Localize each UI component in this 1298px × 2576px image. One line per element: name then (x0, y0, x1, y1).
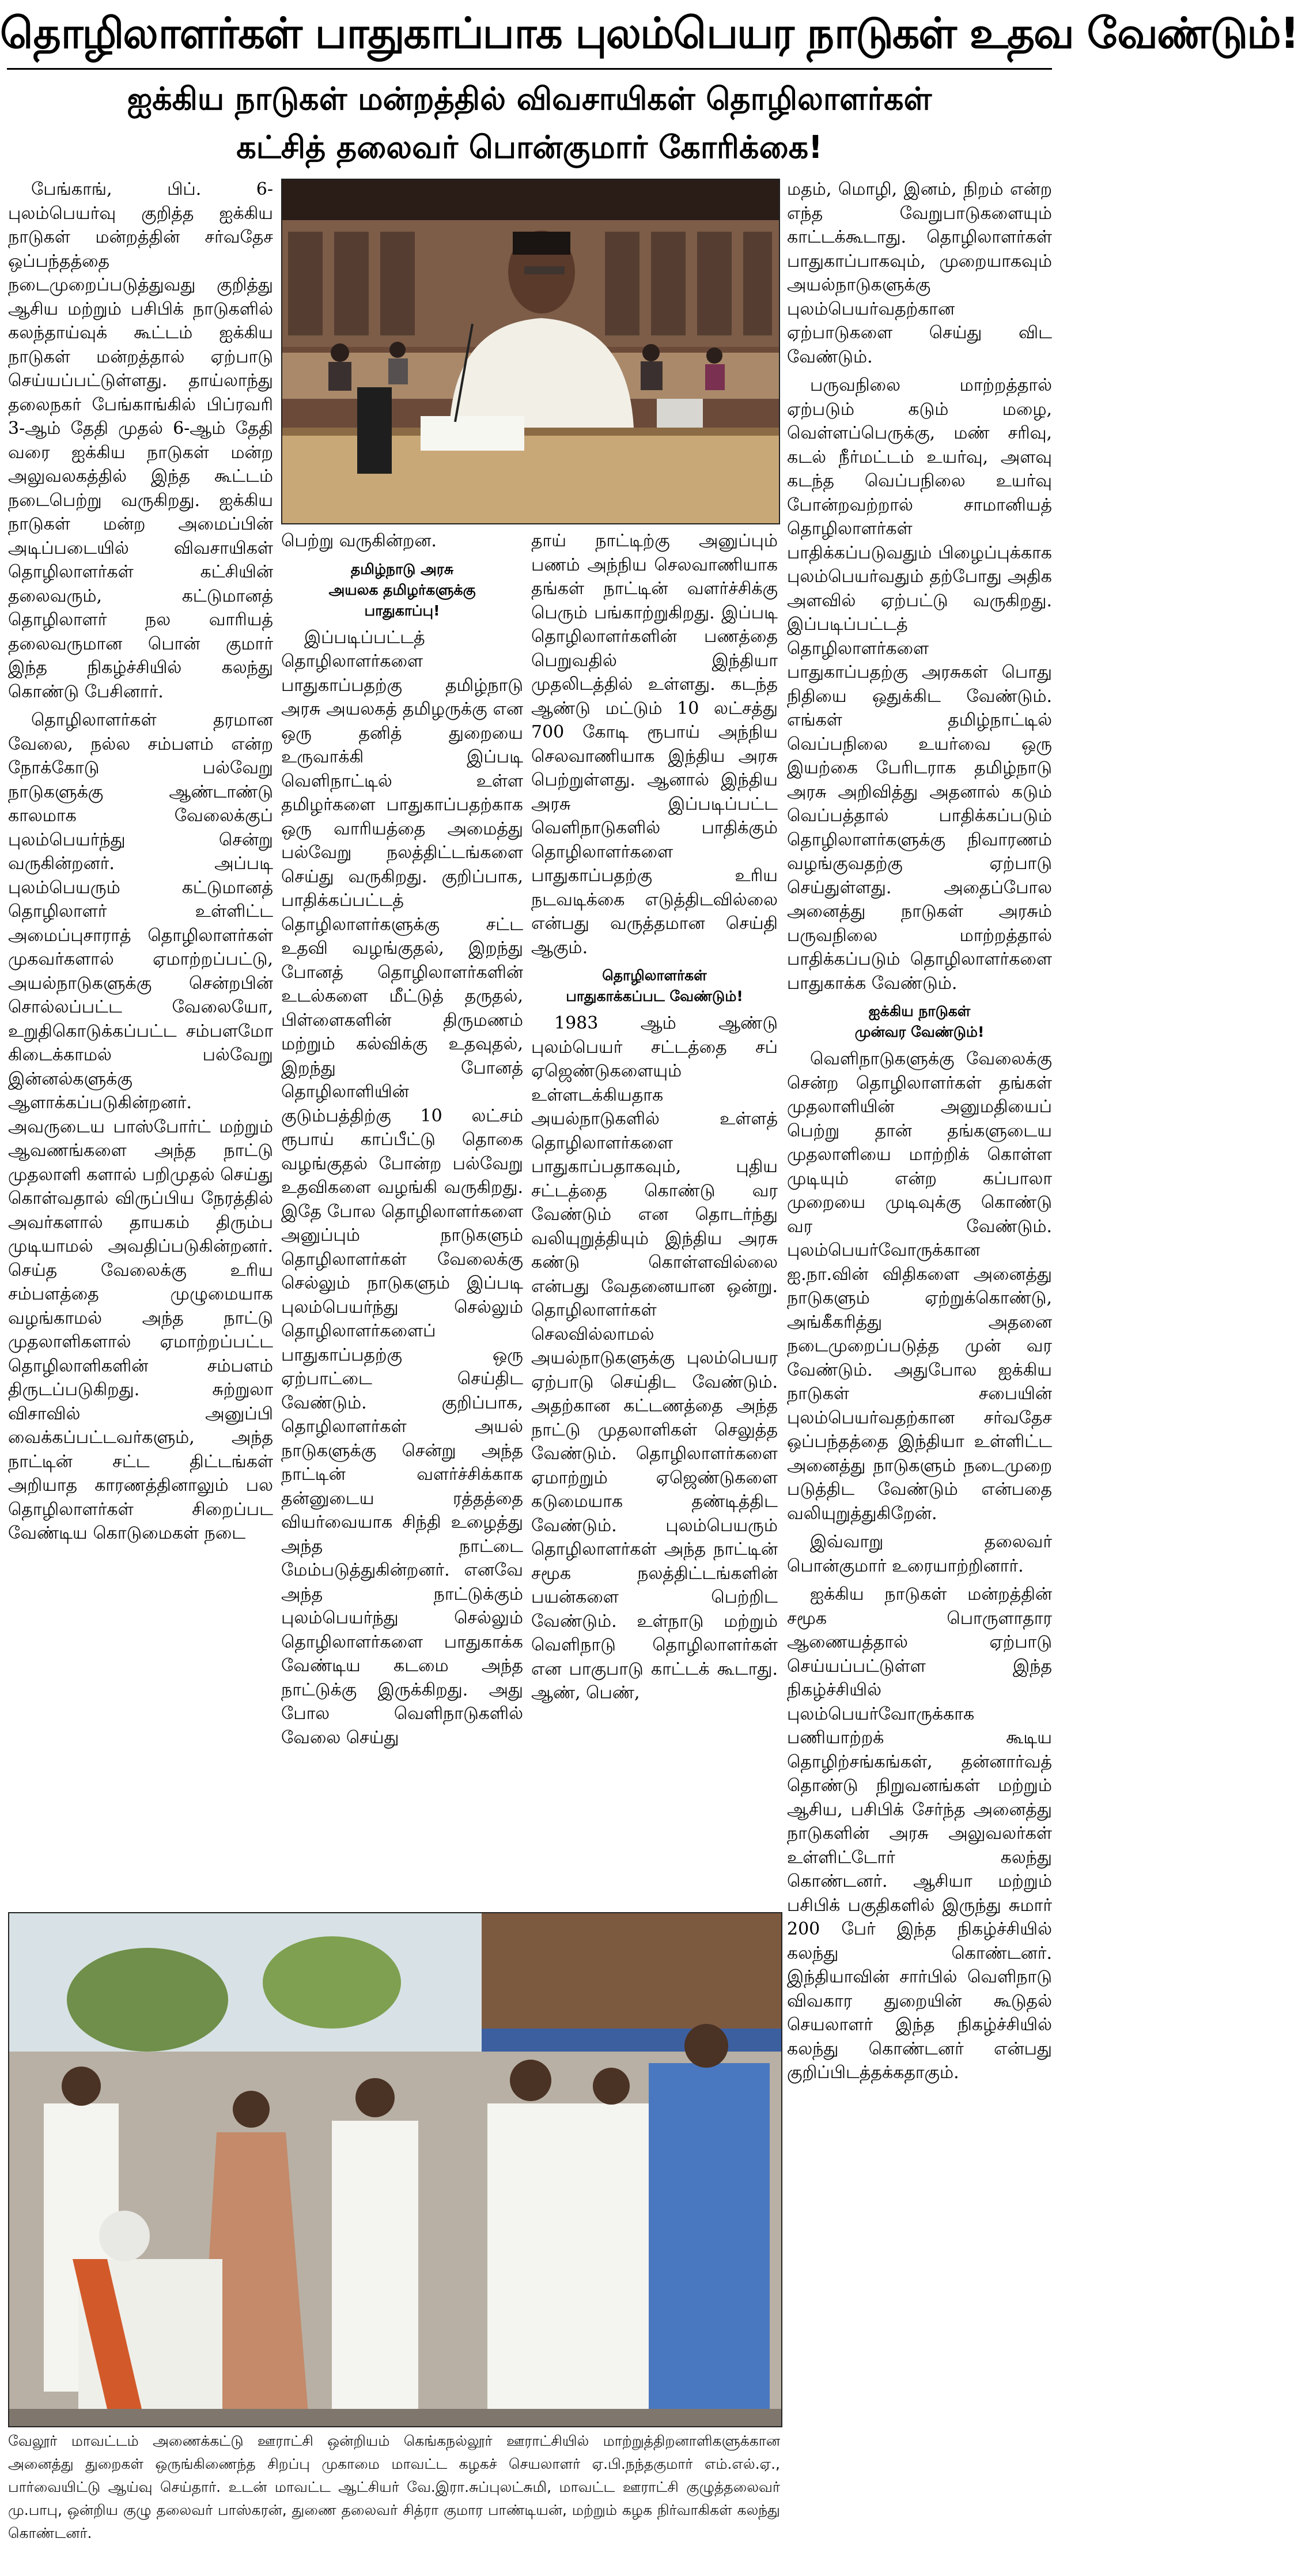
column-4-paragraph-2: பருவநிலை மாற்றத்தால் ஏற்படும் கடும் மழை, வெள்ளப்பெருக்கு, மண் சரிவு, கடல் நீர்மட்டம் உயர்வு, அளவு கடந்த வெப்பநிலை உயர்வு போன்றவற்றால் சாமானியத் தொழிலாளர்கள் பாதிக்கப்படுவதும் பிழைப்புக்காக புலம்பெயர்வதும் தற்போது அதிக அளவில் ஏற்பட்டு வருகிறது. இப்படிப்பட்டத் தொழிலாளர்களை பாதுகாப்பதற்கு அரசுகள் பொது நிதியை ஒதுக்கிட வேண்டும். எங்கள் தமிழ்நாட்டில் வெப்பநிலை உயர்வை ஒரு இயற்கை பேரிடராக தமிழ்நாடு அரசு அறிவித்து அதனால் கடும் வெப்பத்தால் பாதிக்கப்படும் தொழிலாளர்களுக்கு நிவாரணம் வழங்குவதற்கு ஏற்பாடு செய்துள்ளது. அதைப்போல அனைத்து நாடுகள் அரசும் பருவநிலை மாற்றத்தால் பாதிக்கப்படும் தொழிலாளர்களை பாதுகாக்க வேண்டும். (787, 375, 1052, 994)
column-2-subheading-line-2: அயலக தமிழர்களுக்கு (328, 581, 476, 598)
column-2-subheading-line-3: பாதுகாப்பு! (364, 602, 440, 619)
photo-camp-illustration (9, 1913, 781, 2426)
column-4-subheading-line-2: முன்வர வேண்டும்! (854, 1023, 985, 1040)
column-3-paragraph-1: தாய் நாட்டிற்கு அனுப்பும் பணம் அந்நிய செலவாணியாக தங்கள் நாட்டின் வளர்ச்சிக்கு பெரும் பங்காற்றுகிறது. இப்படி தொழிலாளர்களின் பணத்தை பெறுவதில் இந்தியா முதலிடத்தில் உள்ளது. கடந்த ஆண்டு மட்டும் 10 லட்சத்து 700 கோடி ரூபாய் அந்நிய செலவாணியாக இந்திய அரசு பெற்றுள்ளது. ஆனால் இந்திய அரசு இப்படிப்பட்ட வெளிநாடுகளில் பாதிக்கும் தொழிலாளர்களை பாதுகாப்பதற்கு உரிய நடவடிக்கை எடுத்திடவில்லை என்பது வருத்தமான செய்தி ஆகும். (531, 531, 778, 958)
article-column-4 (787, 177, 1052, 2569)
photo-caption: வேலூர் மாவட்டம் அணைக்கட்டு ஊராட்சி ஒன்றியம் கெங்கநல்லூர் ஊராட்சியில் மாற்றுத்திறனாளிகளுக்கான அனைத்து துறைகள் ஒருங்கிணைந்த சிறப்பு முகாமை மாவட்ட கழகச் செயலாளர் ஏ.பி.நந்தகுமார் எம்.எல்.ஏ., பார்வையிட்டு ஆய்வு செய்தார். உடன் மாவட்ட ஆட்சியர் வே.இரா.சுப்புலட்சுமி, மாவட்ட ஊராட்சி குழுத்தலைவர் மு.பாபு, ஒன்றிய குழு தலைவர் பாஸ்கரன், துணை தலைவர் சித்ரா குமார பாண்டியன், மற்றும் கழக நிர்வாகிகள் கலந்து கொண்டனர். (8, 2433, 780, 2541)
column-3-subheading-line-2: பாதுகாக்கப்பட வேண்டும்! (566, 988, 743, 1004)
column-1-paragraph-2: தொழிலாளர்கள் தரமான வேலை, நல்ல சம்பளம் என்ற நோக்கோடு பல்வேறு நாடுகளுக்கு ஆண்டாண்டு காலமாக வேலைக்குப் புலம்பெயர்ந்து சென்று வருகின்றனர். அப்படி புலம்பெயரும் கட்டுமானத் தொழிலாளர் உள்ளிட்ட அமைப்புசாராத் தொழிலாளர்கள் முகவர்களால் ஏமாற்றப்பட்டு, அயல்நாடுகளுக்கு சென்றபின் சொல்லப்பட்ட வேலையோ, உறுதிகொடுக்கப்பட்ட சம்பளமோ கிடைக்காமல் பல்வேறு இன்னல்களுக்கு ஆளாக்கப்படுகின்றனர். அவருடைய பாஸ்போர்ட் மற்றும் ஆவணங்களை அந்த நாட்டு முதலாளி களால் பறிமுதல் செய்து கொள்வதால் விருப்பிய நேரத்தில் அவர்களால் தாயகம் திரும்ப முடியாமல் அவதிப்படுகின்றனர். செய்த வேலைக்கு உரிய சம்பளத்தை முழுமையாக வழங்காமல் அந்த நாட்டு முதலாளிகளால் ஏமாற்றப்பட்ட தொழிலாளிகளின் சம்பளம் திருடப்படுகிறது. சுற்றுலா விசாவில் அனுப்பி வைக்கப்பட்டவர்களும், அந்த நாட்டின் சட்ட திட்டங்கள் அறியாத காரணத்தினாலும் பல தொழிலாளர்கள் சிறைப்பட வேண்டிய கொடுமைகள் நடை (8, 710, 273, 1543)
subheadline (0, 75, 1059, 172)
column-3-subheading-line-1: தொழிலாளர்கள் (602, 967, 707, 984)
photo-speaker-illustration (282, 180, 779, 523)
column-2-subheading (281, 559, 523, 621)
column-1-paragraph-1: பேங்காங், பிப். 6- புலம்பெயர்வு குறித்த ஐக்கிய நாடுகள் மன்றத்தின் சர்வதேச ஒப்பந்தத்தை நடைமுறைப்படுத்துவது குறித்து ஆசிய மற்றும் பசிபிக் நாடுகளில் கலந்தாய்வுக் கூட்டம் ஐக்கிய நாடுகள் மன்றத்தால் ஏற்பாடு செய்யப்பட்டுள்ளது. தாய்லாந்து தலைநகர் பேங்காங்கில் பிப்ரவரி 3-ஆம் தேதி முதல் 6-ஆம் தேதி வரை ஐக்கிய நாடுகள் மன்ற அலுவலகத்தில் இந்த கூட்டம் நடைபெற்று வருகிறது. ஐக்கிய நாடுகள் மன்ற அமைப்பின் அடிப்படையில் விவசாயிகள் தொழிலாளர்கள் கட்சியின் தலைவரும், கட்டுமானத் தொழிலாளர் நல வாரியத் தலைவருமான பொன் குமார் இந்த நிகழ்ச்சியில் கலந்து கொண்டு பேசினார். (8, 179, 273, 702)
subheadline-line-2: கட்சித் தலைவர் பொன்குமார் கோரிக்கை! (236, 129, 823, 165)
headline: தொழிலாளர்கள் பாதுகாப்பாக புலம்பெயர நாடுகள் உதவ வேண்டும்! (0, 9, 1298, 58)
column-3-subheading (531, 965, 778, 1007)
column-2-paragraph-1: பெற்று வருகின்றன. (281, 531, 437, 551)
headline-rule (7, 68, 1052, 70)
column-4-subheading-line-1: ஐக்கிய நாடுகள் (868, 1003, 971, 1019)
column-4-subheading (787, 1001, 1052, 1043)
column-3-paragraph-2: 1983 ஆம் ஆண்டு புலம்பெயர் சட்டத்தை சப் ஏஜெண்டுகளையும் உள்ளடக்கியதாக அயல்நாடுகளில் உள்ளத் தொழிலாளர்களை பாதுகாப்பதாகவும், புதிய சட்டத்தை கொண்டு வர வேண்டும் என தொடர்ந்து வலியுறுத்தியும் இந்திய அரசு கண்டு கொள்ளவில்லை என்பது வேதனையான ஒன்று. தொழிலாளர்கள் செலவில்லாமல் அயல்நாடுகளுக்கு புலம்பெயர ஏற்பாடு செய்திட வேண்டும். அதற்கான கட்டணத்தை அந்த நாட்டு முதலாளிகள் செலுத்த வேண்டும். தொழிலாளர்களை ஏமாற்றும் ஏஜெண்டுகளை கடுமையாக தண்டித்திட வேண்டும். புலம்பெயரும் தொழிலாளர்கள் அந்த நாட்டின் சமூக நலத்திட்டங்களின் பயன்களை பெற்றிட வேண்டும். உள்நாடு மற்றும் வெளிநாடு தொழிலாளர்கள் என பாகுபாடு காட்டக் கூடாது. ஆண், பெண், (531, 1013, 778, 1703)
photo-speaker-at-meeting (281, 179, 780, 524)
column-4-paragraph-1: மதம், மொழி, இனம், நிறம் என்ற எந்த வேறுபாடுகளையும் காட்டக்கூடாது. தொழிலாளர்கள் பாதுகாப்பாகவும், முறையாகவும் அயல்நாடுகளுக்கு புலம்பெயர்வதற்கான ஏற்பாடுகளை செய்து விட வேண்டும். (787, 179, 1052, 367)
column-4-paragraph-5: ஐக்கிய நாடுகள் மன்றத்தின் சமூக பொருளாதார ஆணையத்தால் ஏற்பாடு செய்யப்பட்டுள்ள இந்த நிகழ்ச்சியில் புலம்பெயர்வோருக்காக பணியாற்றக் கூடிய தொழிற்சங்கங்கள், தன்னார்வத் தொண்டு நிறுவனங்கள் மற்றும் ஆசிய, பசிபிக் சேர்ந்த அனைத்து நாடுகளின் அரசு அலுவலர்கள் உள்ளிட்டோர் கலந்து கொண்டனர். ஆசியா மற்றும் பசிபிக் பகுதிகளில் இருந்து சுமார் 200 பேர் இந்த நிகழ்ச்சியில் கலந்து கொண்டனர். இந்தியாவின் சார்பில் வெளிநாடு விவகார துறையின் கூடுதல் செயலாளர் இந்த நிகழ்ச்சியில் கலந்து கொண்டனர் என்பது குறிப்பிடத்தக்கதாகும். (787, 1584, 1052, 2083)
subheadline-line-1: ஐக்கிய நாடுகள் மன்றத்தில் விவசாயிகள் தொழிலாளர்கள் (127, 81, 932, 117)
article-column-2 (281, 529, 523, 1906)
column-4-paragraph-3: வெளிநாடுகளுக்கு வேலைக்கு சென்ற தொழிலாளர்கள் தங்கள் முதலாளியின் அனுமதியைப் பெற்று தான் தங்களுடைய முதலாளியை மாற்றிக் கொள்ள முடியும் என்ற கப்பாலா முறையை முடிவுக்கு கொண்டு வர வேண்டும். புலம்பெயர்வோருக்கான ஐ.நா.வின் விதிகளை அனைத்து நாடுகளும் ஏற்றுக்கொண்டு, அங்கீகரித்து அதனை நடைமுறைப்படுத்த முன் வர வேண்டும். அதுபோல ஐக்கிய நாடுகள் சபையின் புலம்பெயர்வதற்கான சர்வதேச ஒப்பந்தத்தை இந்தியா உள்ளிட்ட அனைத்து நாடுகளும் நடைமுறை படுத்திட வேண்டும் என்பதை வலியுறுத்துகிறேன். (787, 1049, 1052, 1524)
column-2-subheading-line-1: தமிழ்நாடு அரசு (350, 560, 454, 577)
column-4-paragraph-4: இவ்வாறு தலைவர் பொன்குமார் உரையாற்றினார். (787, 1532, 1052, 1576)
article-column-3 (531, 529, 778, 1906)
article-column-1 (8, 177, 273, 1906)
column-2-paragraph-2: இப்படிப்பட்டத் தொழிலாளர்களை பாதுகாப்பதற்கு தமிழ்நாடு அரசு அயலகத் தமிழருக்கு என ஒரு தனித் துறையை உருவாக்கி இப்படி வெளிநாட்டில் உள்ள தமிழர்களை பாதுகாப்பதற்காக ஒரு வாரியத்தை அமைத்து பல்வேறு நலத்திட்டங்களை செய்து வருகிறது. குறிப்பாக, பாதிக்கப்பட்டத் தொழிலாளர்களுக்கு சட்ட உதவி வழங்குதல், இறந்து போனத் தொழிலாளர்களின் உடல்களை மீட்டுத் தருதல், பிள்ளைகளின் திருமணம் மற்றும் கல்விக்கு உதவுதல், இறந்து போனத் தொழிலாளியின் குடும்பத்திற்கு 10 லட்சம் ரூபாய் காப்பீட்டு தொகை வழங்குதல் போன்ற பல்வேறு உதவிகளை வழங்கி வருகிறது. இதே போல தொழிலாளர்களை அனுப்பும் நாடுகளும் தொழிலாளர்கள் வேலைக்கு செல்லும் நாடுகளும் இப்படி புலம்பெயர்ந்து செல்லும் தொழிலாளர்களைப் பாதுகாப்பதற்கு ஒரு ஏற்பாட்டை செய்திட வேண்டும். குறிப்பாக, தொழிலாளர்கள் அயல் நாடுகளுக்கு சென்று அந்த நாட்டின் வளர்ச்சிக்காக தன்னுடைய ரத்தத்தை வியர்வையாக சிந்தி உழைத்து அந்த நாட்டை மேம்படுத்துகின்றனர். எனவே அந்த நாட்டுக்கும் புலம்பெயர்ந்து செல்லும் தொழிலாளர்களை பாதுகாக்க வேண்டிய கடமை அந்த நாட்டுக்கு இருக்கிறது. அது போல வெளிநாடுகளில் வேலை செய்து (281, 627, 523, 1748)
photo-camp-inspection (8, 1912, 782, 2427)
